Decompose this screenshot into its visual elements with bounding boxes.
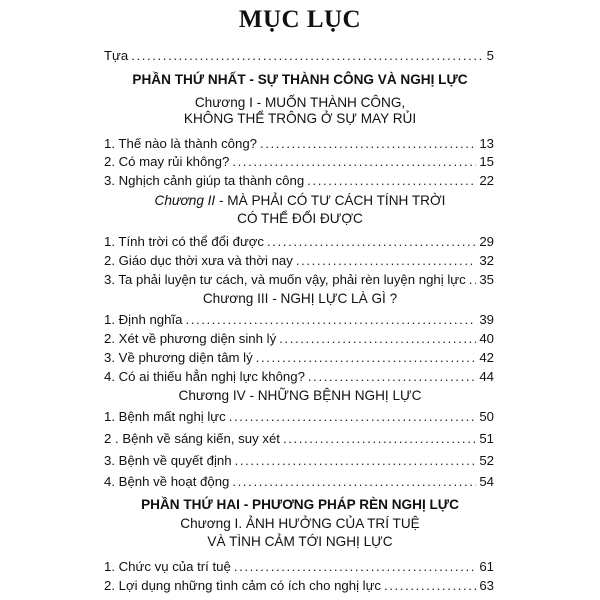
chapter-number: Chương II: [154, 193, 216, 208]
entry-page: 22: [479, 173, 494, 188]
toc-entry[interactable]: [104, 430, 494, 447]
entry-label: 4. Bệnh về hoạt động: [104, 474, 230, 489]
toc-entry[interactable]: [104, 330, 494, 347]
entry-page: 35: [479, 272, 494, 287]
dot-leader: [131, 47, 481, 64]
part-heading: PHẦN THỨ HAI - PHƯƠNG PHÁP RÈN NGHỊ LỰC: [141, 497, 459, 512]
entry-label: 3. Ta phải luyện tư cách, và muốn vậy, phải rèn luyện nghị lực: [104, 272, 466, 287]
toc-entry[interactable]: [104, 408, 494, 425]
entry-label: 2. Có may rủi không?: [104, 154, 230, 169]
entry-page: 52: [479, 453, 494, 468]
entry-page: 32: [479, 253, 494, 268]
entry-page: 54: [479, 474, 494, 489]
entry-label: 4. Có ai thiếu hẳn nghị lực không?: [104, 369, 305, 384]
entry-label: 2 . Bệnh về sáng kiến, suy xét: [104, 431, 280, 446]
dot-leader: [267, 233, 476, 250]
toc-entry[interactable]: [104, 368, 494, 385]
dot-leader: [185, 311, 476, 328]
toc-entry[interactable]: [104, 452, 494, 469]
dot-leader: [256, 349, 477, 366]
toc-entry[interactable]: [104, 349, 494, 366]
entry-label: 3. Bệnh về quyết định: [104, 453, 232, 468]
chapter-heading: CÓ THỂ ĐỔI ĐƯỢC: [237, 211, 363, 226]
entry-page: 42: [479, 350, 494, 365]
dot-leader: [283, 430, 476, 447]
entry-label: 1. Thế nào là thành công?: [104, 136, 258, 151]
dot-leader: [308, 368, 476, 385]
chapter-heading: Chương III - NGHỊ LỰC LÀ GÌ ?: [202, 291, 398, 306]
part-heading: PHẦN THỨ NHẤT - SỰ THÀNH CÔNG VÀ NGHỊ LỰC: [132, 72, 468, 87]
entry-label: 2. Xét về phương diện sinh lý: [104, 331, 277, 346]
toc-entry[interactable]: [104, 311, 494, 328]
entry-page: 29: [479, 234, 494, 249]
entry-page: 40: [479, 331, 494, 346]
entry-label: 2. Giáo dục thời xưa và thời nay: [104, 253, 293, 268]
entry-page: 50: [479, 409, 494, 424]
entry-label: 2. Lợi dụng những tình cảm có ích cho nghị lực: [104, 578, 382, 593]
entry-page: 15: [479, 154, 494, 169]
chapter-heading: KHÔNG THỂ TRÔNG Ở SỰ MAY RỦI: [183, 111, 417, 126]
entry-page: 5: [486, 48, 494, 63]
dot-leader: [307, 172, 476, 189]
chapter-title: - MÀ PHẢI CÓ TƯ CÁCH TÍNH TRỜI: [215, 193, 446, 208]
dot-leader: [469, 271, 477, 288]
entry-page: 39: [479, 312, 494, 327]
entry-page: 13: [479, 136, 494, 151]
toc-entry[interactable]: [104, 252, 494, 269]
entry-label: 1. Bệnh mất nghị lực: [104, 409, 226, 424]
entry-page: 44: [479, 369, 494, 384]
dot-leader: [232, 153, 476, 170]
toc-entry[interactable]: [104, 172, 494, 189]
dot-leader: [229, 408, 477, 425]
chapter-heading: Chương IV - NHỮNG BỆNH NGHỊ LỰC: [178, 388, 422, 403]
dot-leader: [279, 330, 476, 347]
entry-label: Tựa: [104, 48, 129, 63]
toc-entry[interactable]: [104, 153, 494, 170]
entry-label: 1. Định nghĩa: [104, 312, 183, 327]
toc-entry[interactable]: [104, 135, 494, 152]
dot-leader: [234, 558, 476, 575]
dot-leader: [235, 452, 477, 469]
entry-page: 61: [479, 559, 494, 574]
entry-label: 3. Về phương diện tâm lý: [104, 350, 253, 365]
page-title: MỤC LỤC: [238, 6, 362, 33]
toc-entry-preface[interactable]: [104, 47, 494, 64]
entry-label: 1. Chức vụ của trí tuệ: [104, 559, 231, 574]
toc-entry[interactable]: [104, 233, 494, 250]
entry-label: 3. Nghịch cảnh giúp ta thành công: [104, 173, 305, 188]
entry-label: 1. Tính trời có thể đổi được: [104, 234, 265, 249]
chapter-heading: Chương I - MUỐN THÀNH CÔNG,: [194, 95, 406, 110]
toc-entry[interactable]: [104, 271, 494, 288]
entry-page: 63: [479, 578, 494, 593]
toc-entry[interactable]: [104, 558, 494, 575]
chapter-heading: Chương I. ẢNH HƯỞNG CỦA TRÍ TUỆ: [180, 516, 420, 531]
dot-leader: [232, 473, 476, 490]
chapter-heading: VÀ TÌNH CẢM TỚI NGHỊ LỰC: [207, 534, 393, 549]
entry-page: 51: [479, 431, 494, 446]
toc-entry[interactable]: [104, 473, 494, 490]
toc-entry[interactable]: [104, 577, 494, 594]
dot-leader: [384, 577, 476, 594]
dot-leader: [296, 252, 476, 269]
dot-leader: [260, 135, 476, 152]
chapter-heading: [0, 192, 600, 210]
